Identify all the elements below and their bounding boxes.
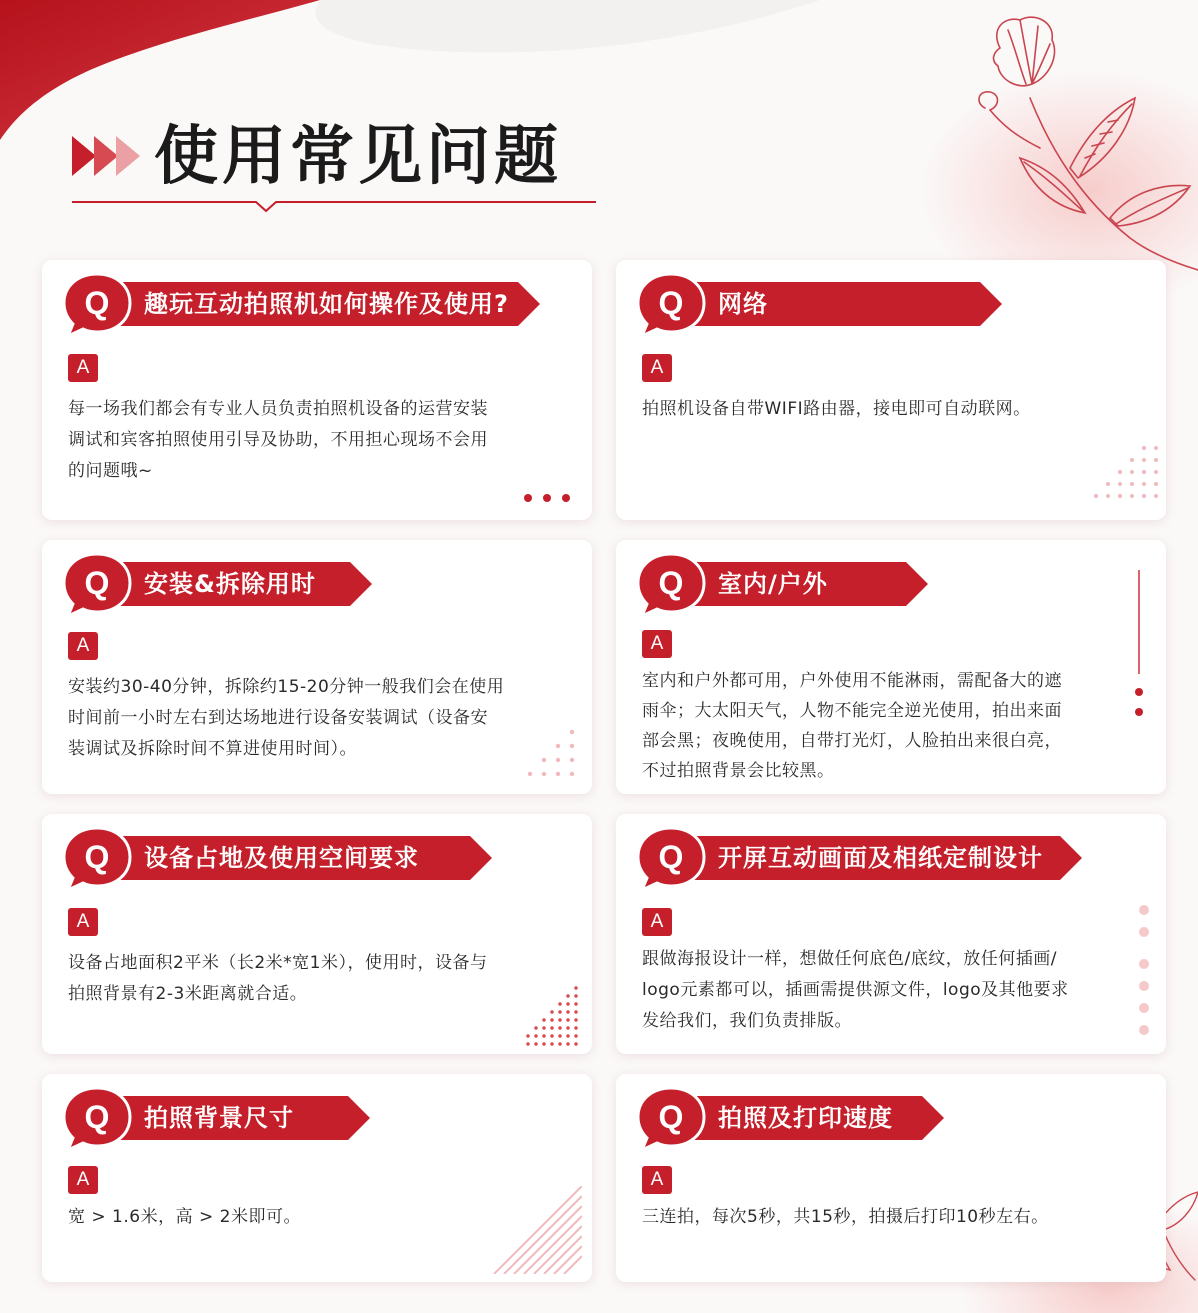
answer-text: 拍照机设备自带WIFI路由器，接电即可自动联网。 [642, 399, 1031, 419]
answer-badge: A [68, 354, 98, 382]
stripes-decoration [490, 1186, 582, 1274]
question-badge [636, 272, 706, 338]
question-badge [636, 552, 706, 618]
dots-decoration [522, 492, 572, 504]
question-text: 安装&拆除用时 [144, 570, 316, 598]
dots-column-decoration [1136, 902, 1152, 1042]
answer-text: 室内和户外都可用，户外使用不能淋雨，需配备大的遮 雨伞；大太阳天气，人物不能完全逆光使用，拍出来面 部会黑；夜晚使用，自带打光灯，人脸拍出来很白亮， 不过拍照背景会比较黑。 [642, 671, 1062, 781]
answer-badge: A [68, 908, 98, 936]
faq-card [616, 540, 1166, 794]
answer-badge: A [68, 632, 98, 660]
svg-text:Q: Q [84, 839, 110, 875]
title-underline [72, 196, 596, 216]
faq-card [42, 1074, 592, 1282]
question-banner [682, 1096, 944, 1140]
question-banner [108, 562, 372, 606]
page-title: 使用常见问题 [154, 120, 562, 194]
page-header [72, 110, 596, 220]
svg-text:Q: Q [658, 839, 684, 875]
svg-text:Q: Q [84, 285, 110, 321]
svg-text:Q: Q [658, 285, 684, 321]
question-text: 拍照背景尺寸 [144, 1104, 294, 1132]
svg-text:Q: Q [658, 565, 684, 601]
triple-arrow-icon [72, 132, 144, 180]
answer-badge: A [642, 354, 672, 382]
line-dots-decoration [1132, 570, 1146, 722]
dot-grid-decoration [520, 726, 580, 782]
answer-text: 每一场我们都会有专业人员负责拍照机设备的运营安装 调试和宾客拍照使用引导及协助，不用担心现场不会用 的问题哦~ [68, 399, 488, 481]
question-banner [682, 836, 1082, 880]
answer-text: 三连拍，每次5秒，共15秒，拍摄后打印10秒左右。 [642, 1207, 1049, 1227]
question-badge [636, 826, 706, 892]
svg-text:Q: Q [84, 1099, 110, 1135]
faq-card [42, 260, 592, 520]
faq-card [616, 260, 1166, 520]
answer-badge: A [642, 630, 672, 658]
answer-text: 跟做海报设计一样，想做任何底色/底纹，放任何插画/ logo元素都可以，插画需提供源文件，logo及其他要求 发给我们，我们负责排版。 [642, 949, 1069, 1031]
answer-badge: A [642, 908, 672, 936]
question-banner [108, 282, 540, 326]
question-text: 拍照及打印速度 [718, 1104, 893, 1132]
answer-badge: A [642, 1166, 672, 1194]
question-badge [636, 1086, 706, 1152]
svg-text:Q: Q [84, 565, 110, 601]
answer-text: 宽 > 1.6米，高 > 2米即可。 [68, 1207, 301, 1227]
question-banner [108, 836, 492, 880]
faq-card [616, 1074, 1166, 1282]
question-banner [682, 282, 1002, 326]
dot-triangle-decoration [520, 984, 580, 1046]
flower-illustration [960, 8, 1198, 278]
faq-card [42, 814, 592, 1054]
faq-card [42, 540, 592, 794]
question-text: 网络 [718, 290, 768, 318]
question-text: 开屏互动画面及相纸定制设计 [718, 844, 1043, 872]
question-text: 室内/户外 [718, 570, 828, 598]
question-text: 设备占地及使用空间要求 [144, 844, 419, 872]
answer-text: 安装约30-40分钟，拆除约15-20分钟一般我们会在使用 时间前一小时左右到达场地进行设备安装调试（设备安 装调试及拆除时间不算进使用时间）。 [68, 677, 505, 759]
answer-text: 设备占地面积2平米（长2米*宽1米），使用时，设备与 拍照背景有2-3米距离就合适。 [68, 953, 488, 1004]
dot-grid-decoration [1076, 440, 1166, 510]
question-badge [62, 552, 132, 618]
svg-text:Q: Q [658, 1099, 684, 1135]
answer-badge: A [68, 1166, 98, 1194]
question-badge [62, 272, 132, 338]
faq-card [616, 814, 1166, 1054]
question-banner [108, 1096, 370, 1140]
question-badge [62, 1086, 132, 1152]
question-badge [62, 826, 132, 892]
question-banner [682, 562, 928, 606]
question-text: 趣玩互动拍照机如何操作及使用? [144, 290, 509, 318]
